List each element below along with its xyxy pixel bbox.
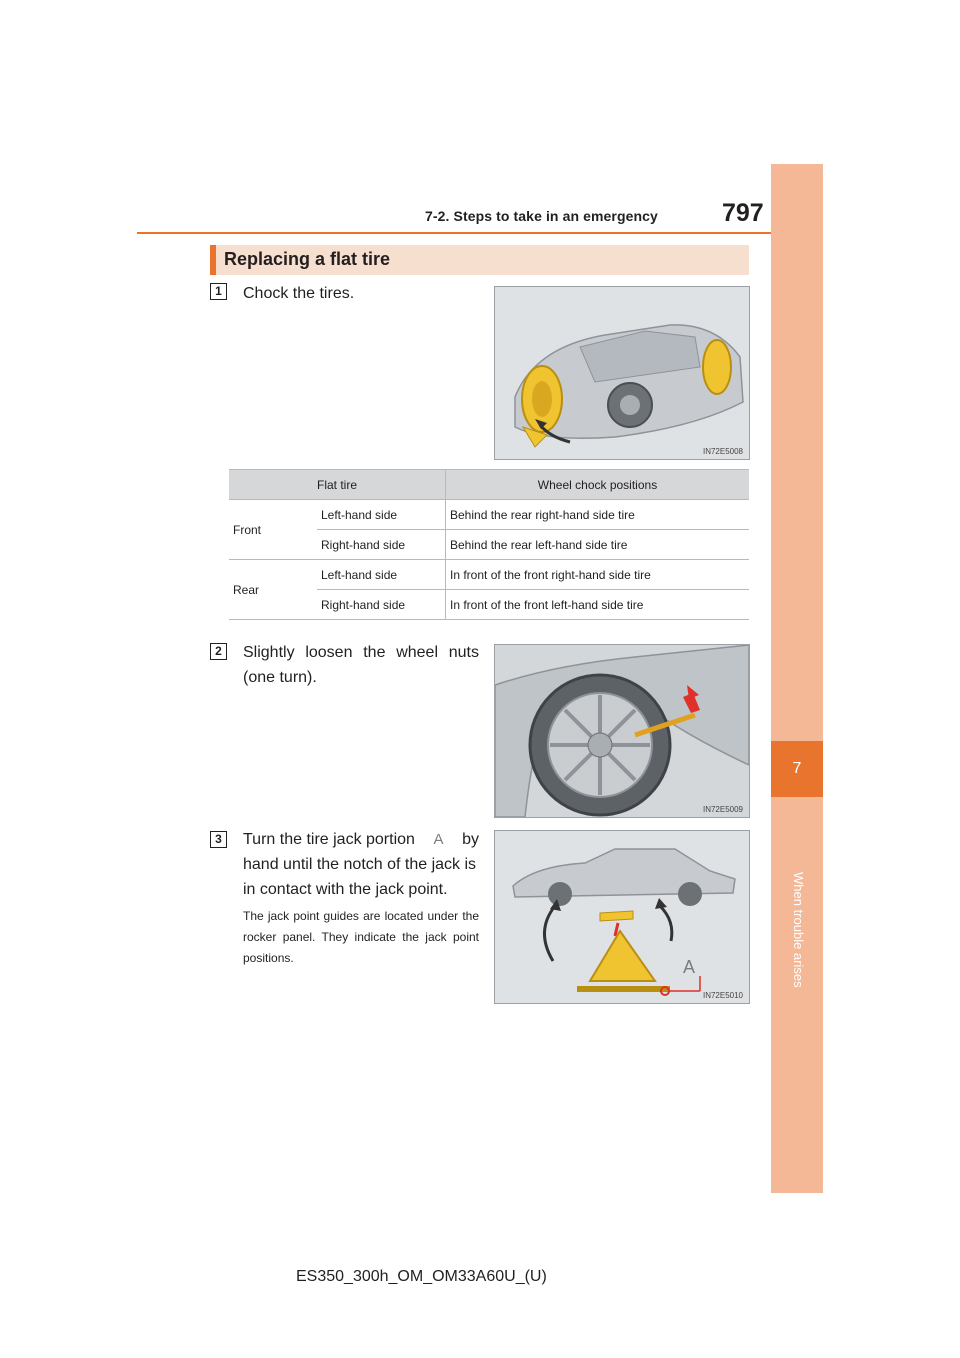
figure-code: IN72E5010 xyxy=(702,991,743,1000)
step-1-number: 1 xyxy=(210,283,227,300)
step-3-line-3: in contact with the jack point. xyxy=(243,881,448,898)
figure-code: IN72E5008 xyxy=(702,447,743,456)
table-cell-position: Behind the rear right-hand side tire xyxy=(446,500,750,530)
wheel-chock-table xyxy=(229,469,749,620)
chapter-number: 7 xyxy=(792,760,802,777)
table-cell-side: Right-hand side xyxy=(317,530,446,560)
step-3-note: The jack point guides are located under the rocker panel. They indicate the jack point positions. xyxy=(243,909,479,965)
side-chapter-tab xyxy=(771,164,823,1193)
table-cell-position: In front of the front right-hand side tire xyxy=(446,560,750,590)
step-2-line-1: Slightly loosen the wheel nuts xyxy=(243,644,479,661)
jack-illustration xyxy=(495,831,749,1003)
car-chock-illustration xyxy=(495,287,749,459)
step-1-text: Chock the tires. xyxy=(243,285,355,302)
table-cell-tire: Front xyxy=(229,500,317,560)
table-cell-side: Left-hand side xyxy=(317,500,446,530)
table-header-chock-positions: Wheel chock positions xyxy=(446,470,750,500)
header-section-title: 7-2. Steps to take in an emergency xyxy=(425,208,658,224)
step-3-line-1-b: by xyxy=(462,831,479,848)
table-cell-side: Left-hand side xyxy=(317,560,446,590)
step-3-text xyxy=(243,827,479,902)
table-cell-position: In front of the front left-hand side tire xyxy=(446,590,750,620)
step-2-line-2: (one turn). xyxy=(243,669,317,686)
header-rule xyxy=(137,232,823,234)
table-cell-position: Behind the rear left-hand side tire xyxy=(446,530,750,560)
step-3-number: 3 xyxy=(210,831,227,848)
table-row xyxy=(229,500,749,530)
figure-jack-point xyxy=(494,830,750,1004)
figure-code: IN72E5009 xyxy=(702,805,743,814)
table-header-flat-tire: Flat tire xyxy=(229,470,446,500)
figure-label-a: A xyxy=(683,957,696,977)
step-3-line-2: hand until the notch of the jack is xyxy=(243,856,477,873)
step-3-line-1-a: Turn the tire jack portion xyxy=(243,831,415,848)
wheel-nut-illustration xyxy=(495,645,749,817)
figure-wheel-chocks xyxy=(494,286,750,460)
table-cell-tire: Rear xyxy=(229,560,317,620)
chapter-title xyxy=(788,872,808,928)
step-3-line-1 xyxy=(243,827,479,852)
figure-loosen-nuts xyxy=(494,644,750,818)
label-a-marker: A xyxy=(433,831,444,848)
step-2-number: 2 xyxy=(210,643,227,660)
footer-document-code: ES350_300h_OM_OM33A60U_(U) xyxy=(296,1268,547,1285)
table-cell-side: Right-hand side xyxy=(317,590,446,620)
section-title: Replacing a flat tire xyxy=(224,249,391,269)
step-2-text xyxy=(243,640,479,690)
table-header-row xyxy=(229,470,749,500)
page-number: 797 xyxy=(722,199,764,227)
table-row xyxy=(229,560,749,590)
